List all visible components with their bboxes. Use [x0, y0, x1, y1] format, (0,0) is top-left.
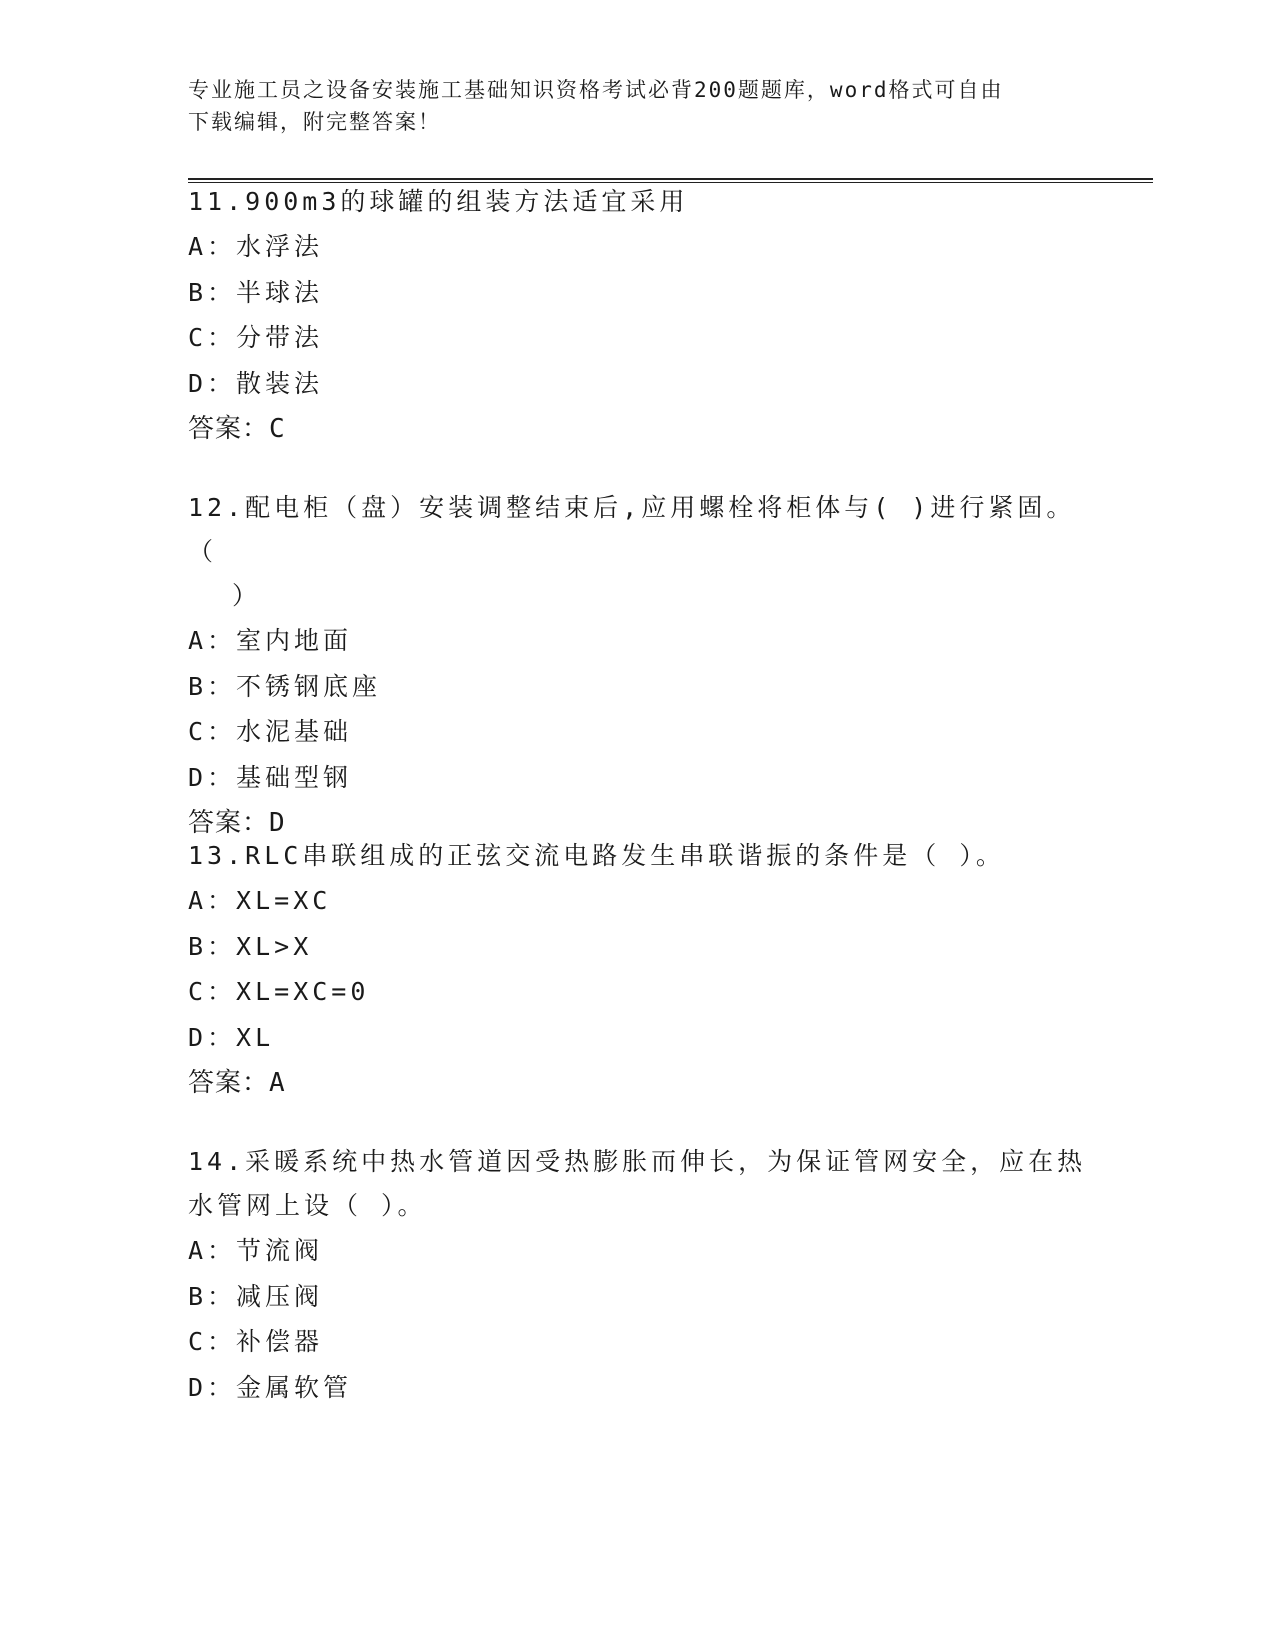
option-a: A：室内地面: [188, 626, 353, 655]
option-a: A：XL=XC: [188, 886, 332, 915]
option-a: A：水浮法: [188, 232, 324, 261]
answer-value: D: [269, 808, 286, 838]
question-stem: 11.900m3的球罐的组装方法适宜采用: [188, 187, 689, 216]
option-c: C：XL=XC=0: [188, 977, 370, 1006]
question-11: [188, 180, 1088, 452]
option-b: B：减压阀: [188, 1281, 324, 1311]
header-line-1: 专业施工员之设备安装施工基础知识资格考试必背200题题库，word格式可自由: [188, 78, 1004, 102]
question-14: [188, 1140, 1088, 1410]
option-d: D：XL: [188, 1022, 275, 1052]
question-stem: [188, 486, 1088, 618]
answer-line: [188, 406, 1088, 452]
option-b: B：半球法: [188, 277, 324, 307]
question-stem-line-1: 12.配电柜（盘）安装调整结束后,应用螺栓将柜体与( )进行紧固。（: [188, 493, 1076, 566]
option-b: B：不锈钢底座: [188, 671, 382, 701]
question-stem-line-2: ）: [232, 581, 262, 610]
answer-label: 答案：: [188, 1068, 270, 1098]
question-12: [188, 486, 1088, 846]
answer-value: C: [269, 414, 286, 444]
option-c: C：水泥基础: [188, 717, 353, 746]
option-d: D：散装法: [188, 368, 324, 398]
option-d: D：基础型钢: [188, 762, 353, 792]
option-a: A：节流阀: [188, 1236, 324, 1265]
header-line-2: 下载编辑，附完整答案！: [188, 110, 441, 134]
answer-label: 答案：: [188, 808, 270, 838]
answer-value: A: [269, 1068, 286, 1098]
question-stem-line-1: 14.采暖系统中热水管道因受热膨胀而伸长，为保证管网安全，应在热: [188, 1147, 1087, 1176]
document-header: [188, 74, 1088, 138]
question-stem: 13.RLC串联组成的正弦交流电路发生串联谐振的条件是（ ）。: [188, 841, 1005, 870]
option-d: D：金属软管: [188, 1372, 353, 1402]
question-13: [188, 834, 1088, 1106]
answer-line: [188, 1060, 1088, 1106]
option-c: C：分带法: [188, 323, 324, 352]
answer-label: 答案：: [188, 414, 270, 444]
option-c: C：补偿器: [188, 1327, 324, 1356]
question-stem: [188, 1140, 1088, 1228]
question-stem-line-2: 水管网上设（ ）。: [188, 1191, 427, 1220]
option-b: B：XL>X: [188, 931, 313, 961]
